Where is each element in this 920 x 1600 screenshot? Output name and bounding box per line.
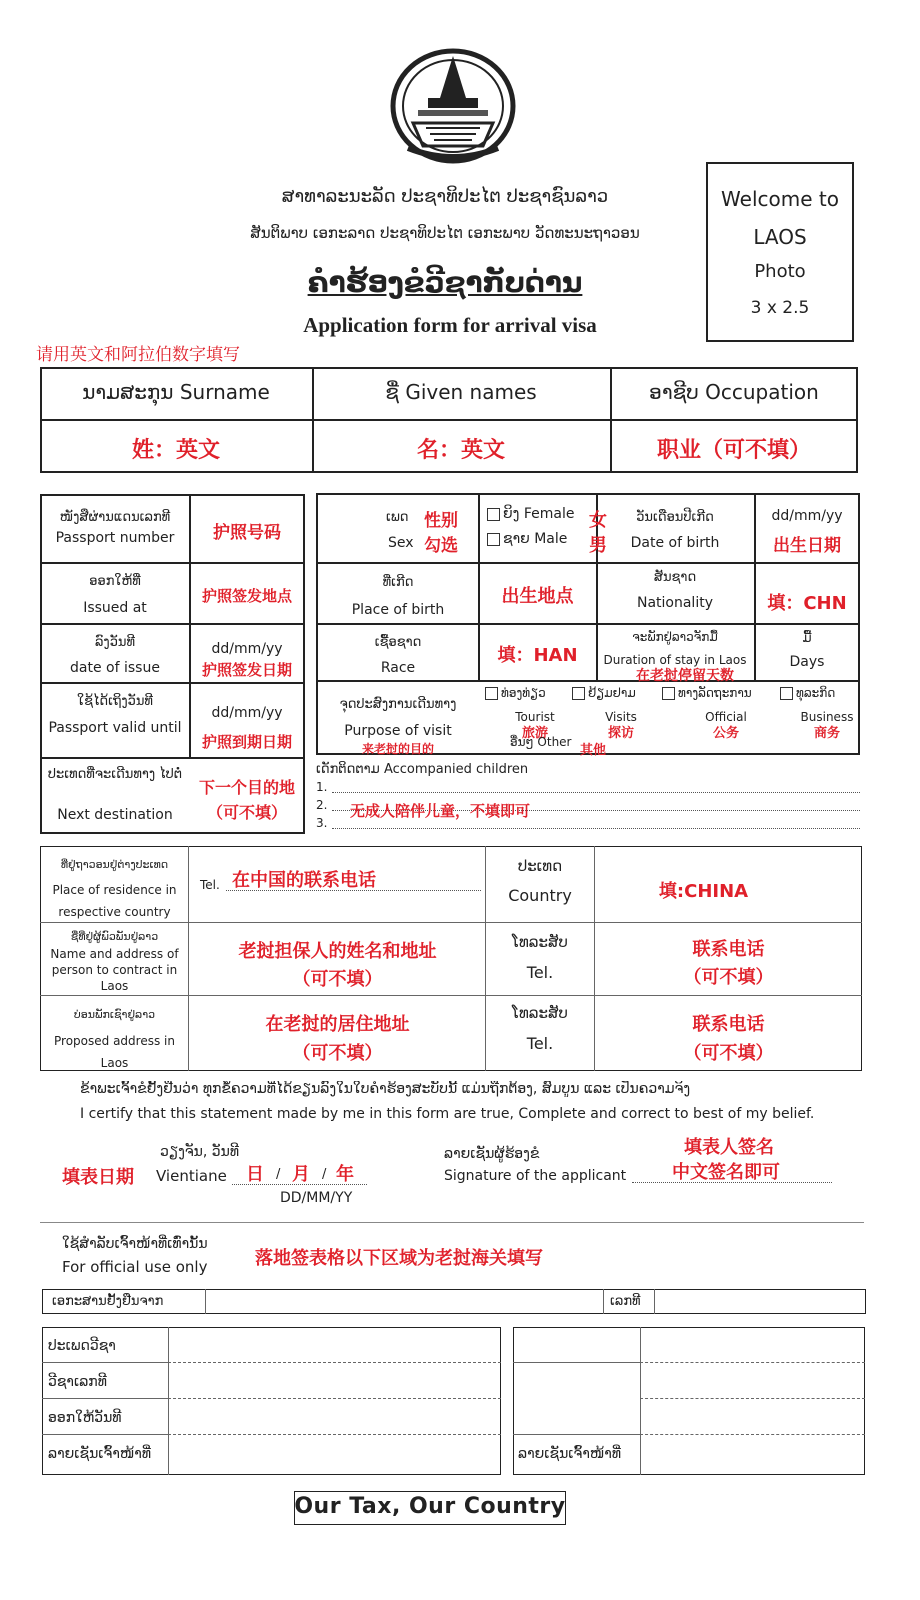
day-note: 日 (246, 1164, 264, 1185)
contact-tel-label-lao: ໂທລະສັບ (512, 933, 568, 951)
contact-person-note: （可不填） (292, 969, 383, 990)
duration-label: Duration of stay in Laos (603, 653, 747, 667)
female-checkbox[interactable] (487, 508, 500, 521)
header-lao-line2: ສັນຕິພາບ ເອກະລາດ ປະຊາທິປະໄຕ ເອກະພາບ ວັດທະນະຖາວອນ (250, 224, 640, 242)
duration-label-lao: ຈະພັກຢູ່ລາວຈັກມື້ (632, 630, 718, 644)
country-label-lao: ປະເທດ (517, 857, 563, 875)
lao-address-note: （可不填） (292, 1043, 383, 1064)
visa-number-label: ວີຊາເລກທີ (48, 1374, 107, 1390)
tourist-note: 旅游 (521, 726, 548, 741)
contact-tel-note: （可不填） (683, 967, 774, 988)
date-of-issue-label: date of issue (70, 660, 160, 676)
given-names-field[interactable]: 名：英文 (416, 438, 505, 463)
days-label: Days (789, 654, 825, 670)
official-use-label-lao: ໃຊ້ສໍາລັບເຈົ້າໜ້າທີ່ເທົ່ານັ້ນ (62, 1236, 208, 1252)
next-destination-note: （可不填） (206, 803, 287, 822)
lao-emblem (388, 48, 518, 166)
residence-tel-field[interactable]: 在中国的联系电话 (232, 870, 376, 891)
place-of-birth-label-lao: ທີ່ເກີດ (382, 575, 414, 590)
valid-until-field[interactable]: 护照到期日期 (201, 733, 292, 751)
valid-until-label: Passport valid until (48, 720, 182, 736)
date-format: DD/MM/YY (280, 1190, 353, 1206)
sex-label-lao: ເພດ (386, 510, 409, 525)
nationality-label-lao: ສັນຊາດ (653, 570, 697, 585)
tourist-label: Tourist (515, 710, 555, 724)
official-checkbox[interactable] (662, 687, 675, 700)
official-use-note: 落地签表格以下区域为老挝海关填写 (255, 1248, 543, 1269)
document-number-label: ເລກທີ (610, 1294, 641, 1309)
residence-label-lao: ທີ່ຢູ່ຖາວອນຢູ່ຕ່າງປະເທດ (60, 858, 169, 871)
contact-person-label: Name and address of person to contract in Laos (50, 947, 179, 993)
place-of-birth-field[interactable]: 出生地点 (501, 586, 574, 607)
other-option[interactable] (510, 735, 572, 749)
signature-label-lao: ລາຍເຊັນຜູ້ຮ້ອງຂໍ (444, 1146, 540, 1162)
official-option[interactable] (662, 686, 752, 700)
footer-slogan: Our Tax, Our Country (294, 1494, 566, 1519)
visits-checkbox[interactable] (572, 687, 585, 700)
next-destination-field[interactable]: 下一个目的地 (198, 778, 295, 797)
official-note: 公务 (712, 726, 739, 741)
business-note: 商务 (813, 726, 840, 741)
place-of-birth-label: Place of birth (351, 602, 445, 618)
sex-note: 性别 (424, 511, 458, 531)
dob-label-lao: ວັນເດືອນປີເກີດ (636, 510, 714, 525)
nationality-field[interactable]: 填：CHN (767, 593, 847, 614)
header-lao-line1: ສາທາລະນະລັດ ປະຊາທິປະໄຕ ປະຊາຊົນລາວ (281, 186, 609, 207)
address-tel-field[interactable]: 联系电话 (692, 1014, 765, 1035)
lao-address-label-lao: ບ່ອນພັກເຊົາຢູ່ລາວ (73, 1008, 156, 1021)
date-of-issue-format: dd/mm/yy (211, 641, 283, 657)
tourist-checkbox[interactable] (485, 687, 498, 700)
date-place-label-lao: ວຽງຈັນ, ວັນທີ (160, 1144, 240, 1160)
other-label-lao: ອື່ນໆ (510, 735, 534, 749)
sex-label: Sex (388, 535, 414, 551)
signature-note: 填表人签名 (684, 1137, 774, 1158)
male-option[interactable] (487, 531, 567, 547)
child-1-label: 1. (316, 780, 328, 794)
header-lao-title: ຄໍາຮ້ອງຂໍວີຊາກັບດ່ານ (307, 266, 583, 299)
child-3-label: 3. (316, 816, 328, 830)
passport-number-label: Passport number (55, 530, 175, 546)
surname-label: ນາມສະກຸນ Surname (82, 380, 270, 404)
visits-label: Visits (605, 710, 637, 724)
contact-tel-field[interactable]: 联系电话 (692, 939, 765, 960)
visits-note: 探访 (607, 726, 634, 741)
document-row (42, 1289, 866, 1314)
dob-format: dd/mm/yy (771, 508, 843, 524)
next-destination-label: Next destination (57, 807, 173, 823)
year-note: 年 (336, 1164, 354, 1185)
country-field[interactable]: 填:CHINA (658, 881, 749, 902)
business-label: Business (800, 710, 854, 724)
days-label-lao: ມື້ (802, 631, 812, 646)
race-label-lao: ເຊື້ອຊາດ (374, 635, 422, 650)
visits-label-lao: ຢ້ຽມຢາມ (588, 686, 636, 700)
valid-until-format: dd/mm/yy (211, 705, 283, 721)
month-note: 月 (292, 1164, 310, 1185)
dob-field[interactable]: 出生日期 (773, 536, 841, 556)
male-label: ຊາຍ Male (503, 531, 568, 547)
purpose-label: Purpose of visit (344, 723, 452, 739)
children-note: 无成人陪伴儿童，不填即可 (350, 802, 531, 820)
given-names-label: ຊື່ Given names (385, 380, 537, 404)
contact-person-label-lao: ຊື່ທີ່ຢູ່ຜູ້ພົວພັນຢູ່ລາວ (70, 930, 159, 943)
child-3-field[interactable] (332, 828, 860, 829)
certify-text: I certify that this statement made by me in this form are true, Complete and correct to best of my belief. (80, 1106, 815, 1122)
female-label: ຍິງ Female (503, 506, 575, 522)
issued-at-label: Issued at (83, 600, 147, 616)
date-of-issue-field[interactable]: 护照签发日期 (201, 661, 292, 679)
document-from-label: ເອກະສານຢັ້ງຢືນຈາກ (52, 1294, 164, 1309)
children-label: ເດັກຕິດຕາມ Accompanied children (316, 762, 529, 777)
address-tel-note: （可不填） (683, 1043, 774, 1064)
date-of-issue-label-lao: ລົງວັນທີ (94, 635, 135, 650)
officer-signature-label-left: ລາຍເຊັນເຈົ້າໜ້າທີ່ (48, 1446, 152, 1462)
lao-address-field[interactable]: 在老挝的居住地址 (265, 1014, 410, 1035)
photo-box-line1: Welcome to (721, 187, 839, 211)
country-label: Country (508, 886, 572, 905)
residence-tel-prefix: Tel. (200, 878, 220, 892)
duration-note: 在老挝停留天数 (636, 668, 734, 684)
tourist-option[interactable] (485, 686, 546, 700)
surname-field[interactable]: 姓：英文 (131, 438, 220, 463)
official-use-label: For official use only (62, 1258, 208, 1276)
next-destination-label-lao: ປະເທດທີ່ຈະເດີນທາງ ໄປຕໍ່ (47, 767, 183, 782)
female-note: 女 (589, 510, 607, 531)
contact-tel-label: Tel. (526, 963, 554, 982)
official-label: Official (705, 710, 747, 724)
officer-signature-label-right: ລາຍເຊັນເຈົ້າໜ້າທີ່ (518, 1446, 622, 1462)
signature-note-2: 中文签名即可 (672, 1162, 780, 1183)
issued-at-field[interactable]: 护照签发地点 (201, 587, 292, 605)
lao-address-label: Proposed address in Laos (54, 1034, 175, 1070)
official-label-lao: ທາງລັດຖະການ (678, 686, 752, 700)
female-option[interactable] (487, 506, 574, 522)
certify-text-lao: ຂ້າພະເຈົ້າຂໍຢັ້ງຢືນວ່າ ທຸກຂໍ້ຄວາມທີ່ໄດ້ຂຽນລົງໃນໃບຄໍາຮ້ອງສະບັບນີ້ ແມ່ນຖືກຕ້ອງ, ສົມບູນ ແລະ ເປັນຄວາມຈິງ (80, 1081, 691, 1097)
signature-label: Signature of the applicant (444, 1168, 627, 1184)
tourist-label-lao: ທ່ອງທ່ຽວ (501, 686, 546, 700)
instruction-note: 请用英文和阿拉伯数字填写 (36, 345, 240, 365)
occupation-label: ອາຊີບ Occupation (649, 380, 819, 404)
fill-date-note: 填表日期 (62, 1167, 134, 1188)
business-checkbox[interactable] (780, 687, 793, 700)
visa-type-label: ປະເພດວີຊາ (48, 1338, 116, 1354)
sex-check-note: 勾选 (424, 536, 458, 556)
photo-box-line3: Photo (754, 261, 806, 282)
contact-person-field[interactable]: 老挝担保人的姓名和地址 (238, 941, 437, 962)
child-1-field[interactable] (332, 792, 860, 793)
purpose-label-lao: ຈຸດປະສົງການເດີນທາງ (339, 697, 457, 712)
passport-number-label-lao: ໜັງສືຜ່ານແດນເລກທີ (59, 510, 171, 525)
occupation-field[interactable]: 职业（可不填） (656, 438, 811, 463)
male-note: 男 (589, 535, 607, 556)
business-option[interactable] (780, 686, 835, 700)
visits-option[interactable] (572, 686, 636, 700)
dob-label: Date of birth (630, 535, 720, 551)
photo-box-line4: 3 x 2.5 (750, 298, 810, 318)
residence-label: Place of residence in respective country (52, 883, 177, 919)
address-tel-label: Tel. (526, 1034, 554, 1053)
passport-number-field[interactable]: 护照号码 (213, 523, 281, 543)
race-label: Race (380, 660, 416, 676)
nationality-label: Nationality (636, 595, 713, 611)
page-title: Application form for arrival visa (303, 313, 597, 337)
race-field[interactable]: 填：HAN (497, 645, 578, 666)
issued-at-label-lao: ອອກໃຫ້ທີ່ (89, 574, 141, 589)
photo-box-line2: LAOS (753, 225, 807, 249)
valid-until-label-lao: ໃຊ້ໄດ້ເຖິງວັນທີ (77, 694, 153, 709)
purpose-note: 来老挝的目的 (361, 742, 434, 756)
other-note: 其他 (580, 743, 607, 758)
issue-date-label: ອອກໃຫ້ວັນທີ (48, 1410, 122, 1426)
business-label-lao: ທຸລະກິດ (796, 686, 836, 700)
vientiane-label: Vientiane (156, 1167, 227, 1185)
male-checkbox[interactable] (487, 533, 500, 546)
other-label: Other (537, 735, 572, 749)
child-2-label: 2. (316, 798, 328, 812)
address-tel-label-lao: ໂທລະສັບ (512, 1004, 568, 1022)
